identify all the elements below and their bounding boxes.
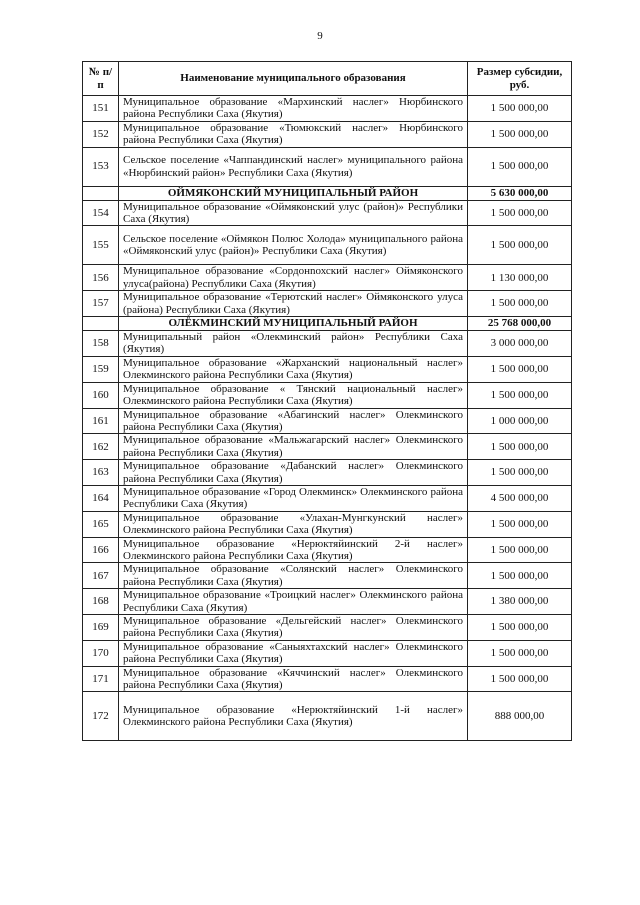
municipality-name: Муниципальное образование «Сордонnохский наслег» Оймяконского улуса(района) Республики Саха (Якутия) bbox=[119, 265, 468, 291]
row-number: 157 bbox=[83, 291, 119, 317]
subsidy-amount: 1 500 000,00 bbox=[468, 356, 572, 382]
municipality-name: Муниципальное образование «Дельгейский наслег» Олекминского района Республики Саха (Якутия) bbox=[119, 615, 468, 641]
subsidy-amount: 888 000,00 bbox=[468, 692, 572, 741]
table-row bbox=[83, 485, 572, 511]
subsidy-amount: 1 500 000,00 bbox=[468, 291, 572, 317]
table-row bbox=[83, 121, 572, 147]
subsidy-amount: 1 500 000,00 bbox=[468, 563, 572, 589]
row-number: 152 bbox=[83, 121, 119, 147]
table-row bbox=[83, 331, 572, 357]
municipality-name: Муниципальное образование «Саныяхтахский наслег» Олекминского района Республики Саха (Якутия) bbox=[119, 640, 468, 666]
municipality-name: Муниципальное образование «Абагинский наслег» Олекминского района Республики Саха (Якутия) bbox=[119, 408, 468, 434]
municipality-name: Муниципальное образование «Оймяконский улус (район)» Республики Саха (Якутия) bbox=[119, 200, 468, 226]
row-number: 153 bbox=[83, 147, 119, 186]
municipality-name: Муниципальное образование «Солянский наслег» Олекминского района Республики Саха (Якутия) bbox=[119, 563, 468, 589]
subsidy-amount: 1 500 000,00 bbox=[468, 121, 572, 147]
row-number: 169 bbox=[83, 615, 119, 641]
row-number: 161 bbox=[83, 408, 119, 434]
municipality-name: Муниципальное образование «Нерюктяйинский 1-й наслег» Олекминского района Республики Саха (Якутия) bbox=[119, 692, 468, 741]
municipality-name: Муниципальное образование «Улахан-Мунгкунский наслег» Олекминского района Республики Саха (Якутия) bbox=[119, 511, 468, 537]
row-number bbox=[83, 186, 119, 200]
table-row bbox=[83, 666, 572, 692]
district-group-row bbox=[83, 317, 572, 331]
municipality-name: Муниципальное образование «Мальжагарский наслег» Олекминского района Республики Саха (Якутия) bbox=[119, 434, 468, 460]
subsidy-amount: 1 500 000,00 bbox=[468, 511, 572, 537]
subsidy-amount: 1 500 000,00 bbox=[468, 640, 572, 666]
table-row bbox=[83, 408, 572, 434]
row-number: 156 bbox=[83, 265, 119, 291]
subsidy-amount: 1 500 000,00 bbox=[468, 434, 572, 460]
subsidy-amount: 1 500 000,00 bbox=[468, 382, 572, 408]
table-row bbox=[83, 226, 572, 265]
municipality-name: Муниципальное образование «Троицкий наслег» Олекминского района Республики Саха (Якутия) bbox=[119, 589, 468, 615]
subsidy-amount: 1 500 000,00 bbox=[468, 460, 572, 486]
table-row bbox=[83, 434, 572, 460]
row-number: 165 bbox=[83, 511, 119, 537]
row-number: 166 bbox=[83, 537, 119, 563]
table-row bbox=[83, 589, 572, 615]
municipality-name: Муниципальное образование «Нерюктяйинский 2-й наслег» Олекминского района Республики Саха (Якутия) bbox=[119, 537, 468, 563]
table-row bbox=[83, 291, 572, 317]
table-row bbox=[83, 537, 572, 563]
subsidy-amount: 1 500 000,00 bbox=[468, 666, 572, 692]
municipality-name: Сельское поселение «Оймякон Полюс Холода» муниципального района «Оймяконский улус (район)» Республики Саха (Якутия) bbox=[119, 226, 468, 265]
municipality-name: Муниципальное образование «Терютский наслег» Оймяконского улуса (района) Республики Саха (Якутия) bbox=[119, 291, 468, 317]
subsidy-amount: 4 500 000,00 bbox=[468, 485, 572, 511]
subsidy-amount: 1 130 000,00 bbox=[468, 265, 572, 291]
subsidy-amount: 1 500 000,00 bbox=[468, 226, 572, 265]
table-header-row bbox=[83, 62, 572, 96]
municipality-name: Муниципальное образование «Жарханский национальный наслег» Олекминского района Республики Саха (Якутия) bbox=[119, 356, 468, 382]
table-row bbox=[83, 96, 572, 122]
row-number bbox=[83, 317, 119, 331]
table-row bbox=[83, 563, 572, 589]
municipality-name: Сельское поселение «Чаппандинский наслег» муниципального района «Нюрбинский район» Республики Саха (Якутия) bbox=[119, 147, 468, 186]
table-row bbox=[83, 147, 572, 186]
row-number: 171 bbox=[83, 666, 119, 692]
row-number: 151 bbox=[83, 96, 119, 122]
row-number: 163 bbox=[83, 460, 119, 486]
row-number: 159 bbox=[83, 356, 119, 382]
table-row bbox=[83, 615, 572, 641]
municipality-name: Муниципальное образование «Город Олекминск» Олекминского района Республики Саха (Якутия) bbox=[119, 485, 468, 511]
subsidy-amount: 1 000 000,00 bbox=[468, 408, 572, 434]
table-row bbox=[83, 265, 572, 291]
subsidy-amount: 1 500 000,00 bbox=[468, 200, 572, 226]
table-row bbox=[83, 382, 572, 408]
subsidy-table bbox=[82, 61, 572, 741]
row-number: 160 bbox=[83, 382, 119, 408]
row-number: 154 bbox=[83, 200, 119, 226]
table-row bbox=[83, 692, 572, 741]
row-number: 155 bbox=[83, 226, 119, 265]
subsidy-amount: 1 500 000,00 bbox=[468, 96, 572, 122]
header-name: Наименование муниципального образования bbox=[119, 62, 468, 96]
page-number: 9 bbox=[317, 30, 323, 42]
table-row bbox=[83, 200, 572, 226]
district-total: 25 768 000,00 bbox=[468, 317, 572, 331]
municipality-name: Муниципальное образование «Кяччинский наслег» Олекминского района Республики Саха (Якутия) bbox=[119, 666, 468, 692]
row-number: 162 bbox=[83, 434, 119, 460]
municipality-name: Муниципальный район «Олекминский район» Республики Саха (Якутия) bbox=[119, 331, 468, 357]
table-row bbox=[83, 460, 572, 486]
row-number: 158 bbox=[83, 331, 119, 357]
table-row bbox=[83, 640, 572, 666]
header-num: № п/п bbox=[83, 62, 119, 96]
district-group-row bbox=[83, 186, 572, 200]
municipality-name: Муниципальное образование «Мархинский наслег» Нюрбинского района Республики Саха (Якутия) bbox=[119, 96, 468, 122]
row-number: 164 bbox=[83, 485, 119, 511]
municipality-name: Муниципальное образование «Дабанский наслег» Олекминского района Республики Саха (Якутия) bbox=[119, 460, 468, 486]
row-number: 172 bbox=[83, 692, 119, 741]
row-number: 170 bbox=[83, 640, 119, 666]
table-row bbox=[83, 511, 572, 537]
table-body bbox=[83, 96, 572, 741]
subsidy-amount: 3 000 000,00 bbox=[468, 331, 572, 357]
row-number: 168 bbox=[83, 589, 119, 615]
municipality-name: Муниципальное образование «Тюмюкский наслег» Нюрбинского района Республики Саха (Якутия) bbox=[119, 121, 468, 147]
subsidy-amount: 1 500 000,00 bbox=[468, 537, 572, 563]
subsidy-amount: 1 500 000,00 bbox=[468, 615, 572, 641]
subsidy-amount: 1 380 000,00 bbox=[468, 589, 572, 615]
header-amount: Размер субсидии, руб. bbox=[468, 62, 572, 96]
subsidy-amount: 1 500 000,00 bbox=[468, 147, 572, 186]
district-name: ОЙМЯКОНСКИЙ МУНИЦИПАЛЬНЫЙ РАЙОН bbox=[119, 186, 468, 200]
table-row bbox=[83, 356, 572, 382]
district-name: ОЛЁКМИНСКИЙ МУНИЦИПАЛЬНЫЙ РАЙОН bbox=[119, 317, 468, 331]
row-number: 167 bbox=[83, 563, 119, 589]
district-total: 5 630 000,00 bbox=[468, 186, 572, 200]
municipality-name: Муниципальное образование « Тянский национальный наслег» Олекминского района Республики Саха (Якутия) bbox=[119, 382, 468, 408]
